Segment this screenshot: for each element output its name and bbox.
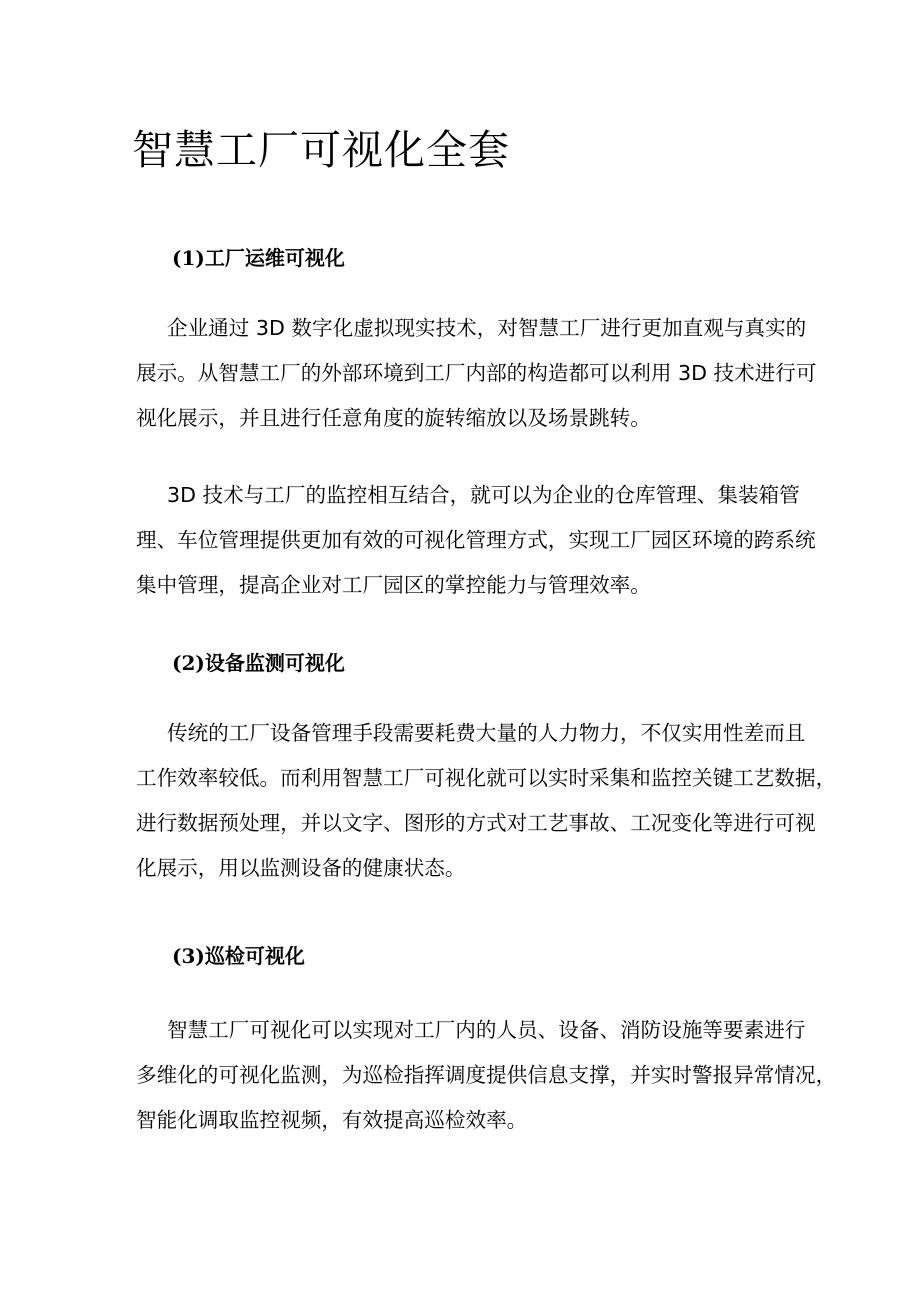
paragraph-line: 智慧工厂可视化可以实现对工厂内的人员、设备、消防设施等要素进行 (167, 1018, 806, 1042)
paragraph-line: 企业通过 3D 数字化虚拟现实技术，对智慧工厂进行更加直观与真实的 (167, 316, 807, 340)
section-heading-2: (2)设备监测可视化 (172, 651, 345, 675)
paragraph-line: 集中管理，提高企业对工厂园区的掌控能力与管理效率。 (136, 573, 651, 597)
document-title: 智慧工厂可视化全套 (132, 126, 510, 174)
paragraph-line: 进行数据预处理，并以文字、图形的方式对工艺事故、工况变化等进行可视 (136, 811, 816, 835)
paragraph-line: 工作效率较低。而利用智慧工厂可视化就可以实时采集和监控关键工艺数据， (136, 766, 837, 790)
paragraph-line: 传统的工厂设备管理手段需要耗费大量的人力物力，不仅实用性差而且 (167, 721, 806, 745)
section-heading-3: (3)巡检可视化 (172, 944, 305, 968)
paragraph-2 (136, 473, 816, 608)
paragraph-line: 多维化的可视化监测，为巡检指挥调度提供信息支撑，并实时警报异常情况， (136, 1063, 837, 1087)
paragraph-line: 3D 技术与工厂的监控相互结合，就可以为企业的仓库管理、集装箱管 (167, 483, 800, 507)
paragraph-line: 智能化调取监控视频，有效提高巡检效率。 (136, 1108, 528, 1132)
paragraph-line: 化展示，用以监测设备的健康状态。 (136, 856, 466, 880)
paragraph-1 (136, 306, 817, 441)
section-heading-1: (1)工厂运维可视化 (172, 246, 345, 270)
paragraph-line: 展示。从智慧工厂的外部环境到工厂内部的构造都可以利用 3D 技术进行可 (136, 361, 817, 385)
paragraph-line: 视化展示，并且进行任意角度的旋转缩放以及场景跳转。 (136, 406, 651, 430)
paragraph-3 (136, 711, 837, 891)
paragraph-4 (136, 1008, 837, 1143)
paragraph-line: 理、车位管理提供更加有效的可视化管理方式，实现工厂园区环境的跨系统 (136, 528, 816, 552)
